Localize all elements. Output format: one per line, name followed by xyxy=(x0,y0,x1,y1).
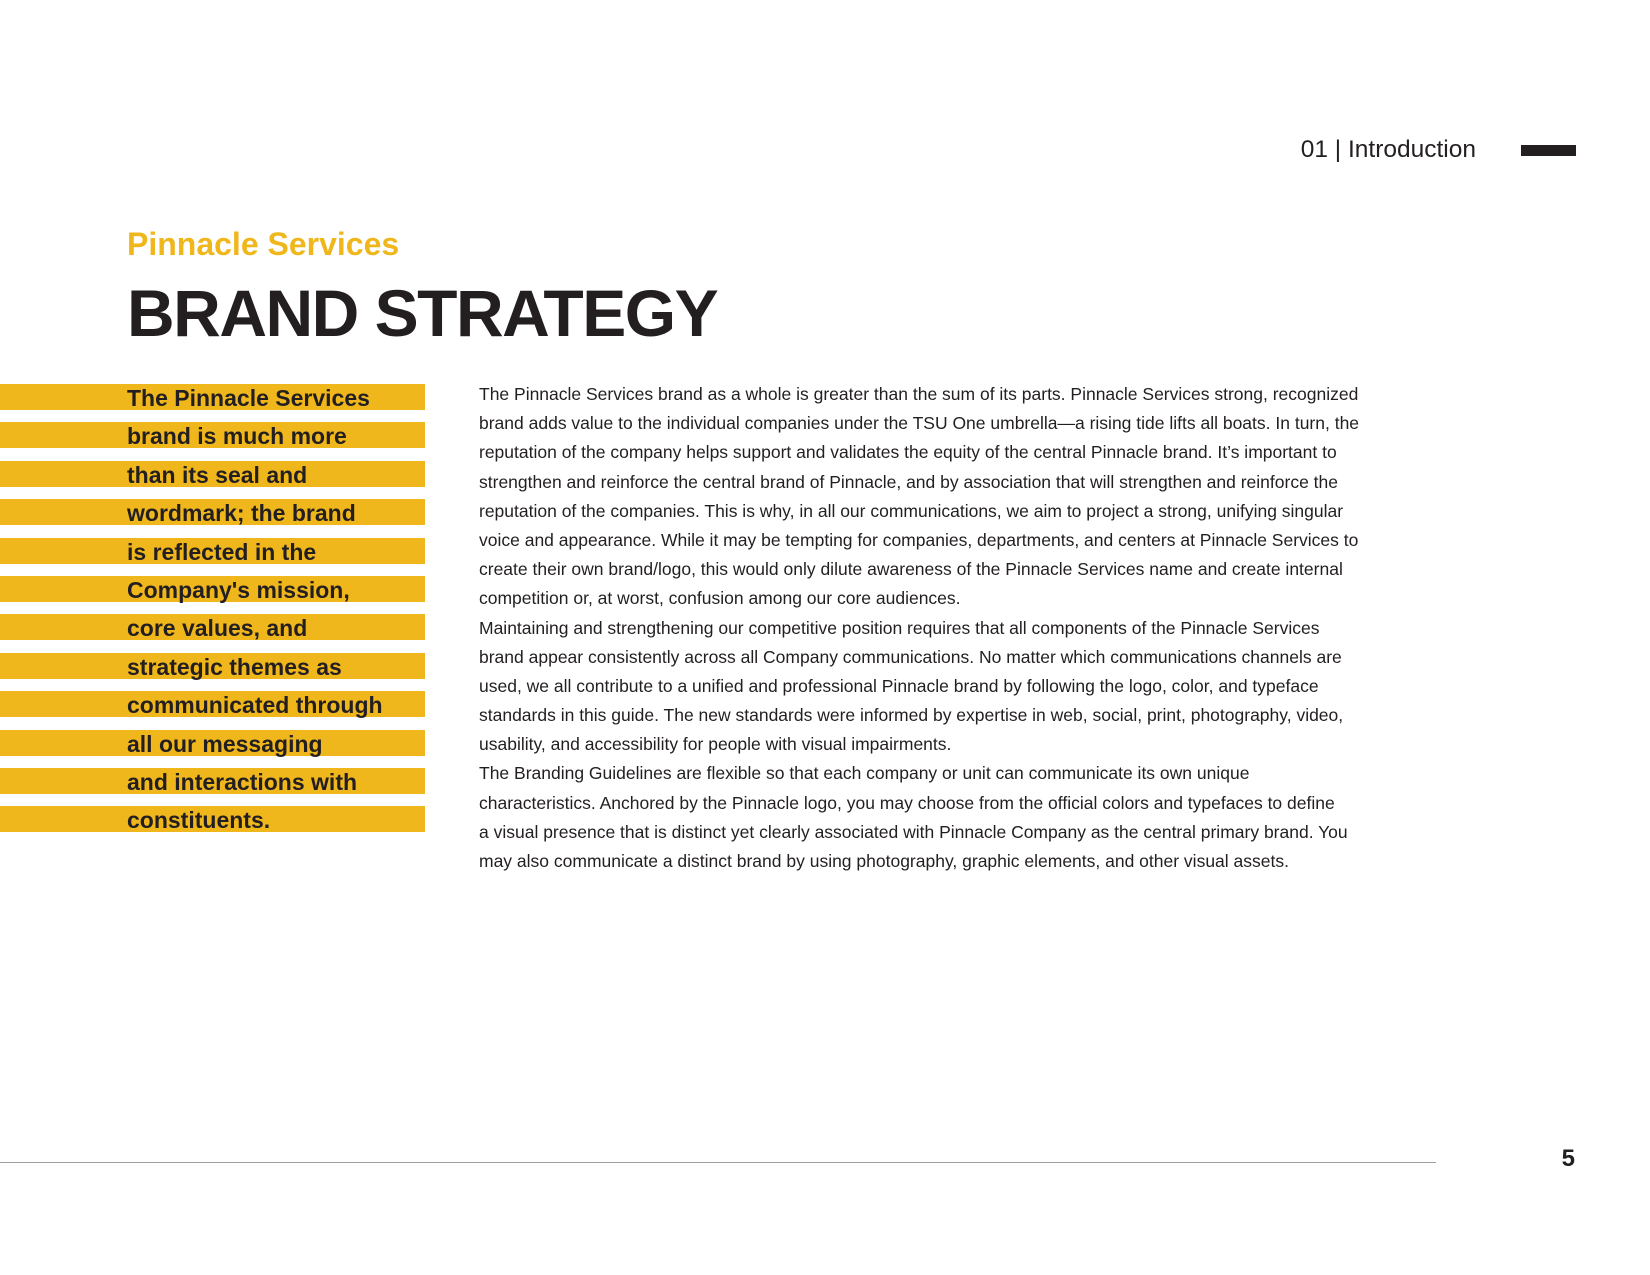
callout-line: all our messaging xyxy=(0,730,425,756)
body-line: create their own brand/logo, this would only dilute awareness of the Pinnacle Services name and create internal xyxy=(479,559,1343,580)
body-line: strengthen and reinforce the central brand of Pinnacle, and by association that will strengthen and reinforce the xyxy=(479,471,1339,492)
callout-line: Company's mission, xyxy=(0,576,425,602)
body-line: Maintaining and strengthening our competitive position requires that all components of the Pinnacle Services xyxy=(479,617,1320,638)
body-line: brand adds value to the individual companies under the TSU One umbrella—a rising tide lifts all boats. In turn, the xyxy=(479,413,1360,434)
callout-line: than its seal and xyxy=(0,461,425,487)
body-line: The Branding Guidelines are flexible so that each company or unit can communicate its own unique xyxy=(479,763,1250,784)
callout-line: wordmark; the brand xyxy=(0,499,425,525)
body-line: competition or, at worst, confusion among our core audiences. xyxy=(479,588,961,609)
callout-line: The Pinnacle Services xyxy=(0,384,425,410)
callout-line: brand is much more xyxy=(0,422,425,448)
body-line: may also communicate a distinct brand by using photography, graphic elements, and other visual assets. xyxy=(479,851,1289,871)
body-line: reputation of the company helps support and validates the equity of the central Pinnacle brand. It’s important to xyxy=(479,442,1337,463)
footer-divider xyxy=(0,1162,1436,1163)
section-title: 01 | Introduction xyxy=(1300,136,1476,163)
body-line: usability, and accessibility for people with visual impairments. xyxy=(479,734,952,755)
body-line: voice and appearance. While it may be tempting for companies, departments, and centers at Pinnacle Services to xyxy=(479,529,1359,550)
callout-line: communicated through xyxy=(0,691,425,717)
body-line: characteristics. Anchored by the Pinnacle logo, you may choose from the official colors and typefaces to define xyxy=(479,792,1335,813)
callout-line: core values, and xyxy=(0,614,425,640)
callout-line: strategic themes as xyxy=(0,653,425,679)
page-title: BRAND STRATEGY xyxy=(127,276,718,350)
body-line: brand appear consistently across all Company communications. No matter which communications channels are xyxy=(479,646,1342,667)
body-line: used, we all contribute to a unified and professional Pinnacle brand by following the logo, color, and typeface xyxy=(479,675,1319,696)
callout-line: is reflected in the xyxy=(0,538,425,564)
page-number: 5 xyxy=(1561,1145,1575,1172)
section-marker-bar xyxy=(1521,145,1576,156)
callout-line: and interactions with xyxy=(0,768,425,794)
body-line: reputation of the companies. This is why, in all our communications, we aim to project a strong, unifying singular xyxy=(479,500,1344,521)
body-line: a visual presence that is distinct yet clearly associated with Pinnacle Company as the central primary brand. You xyxy=(479,821,1348,842)
body-line: standards in this guide. The new standards were informed by expertise in web, social, print, photography, video, xyxy=(479,705,1344,726)
body-text xyxy=(479,380,1479,876)
page-subtitle: Pinnacle Services xyxy=(127,226,400,262)
body-line: The Pinnacle Services brand as a whole is greater than the sum of its parts. Pinnacle Services strong, recognized xyxy=(479,384,1359,404)
callout-line: constituents. xyxy=(0,806,425,832)
highlight-callout xyxy=(0,384,425,845)
